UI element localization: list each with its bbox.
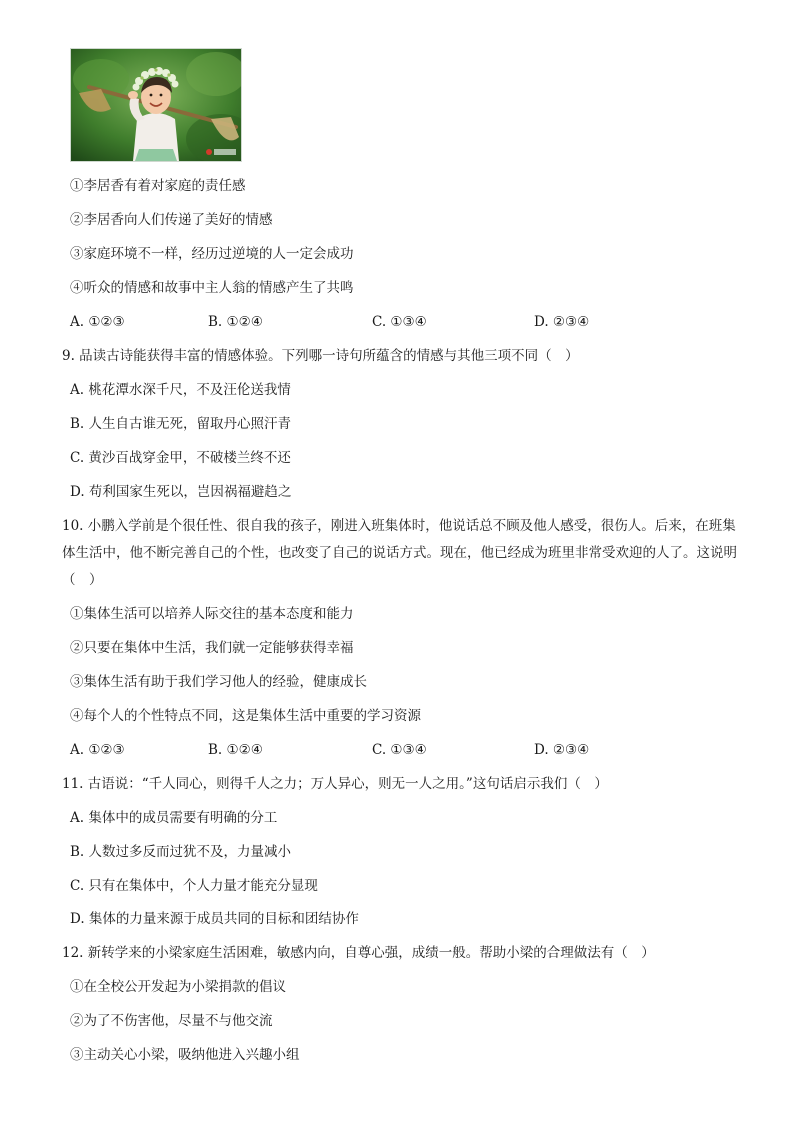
q9-option-d[interactable]: D. 苟利国家生死以，岂因祸福避趋之 bbox=[70, 484, 292, 500]
q10-stem: 10. 小鹏入学前是个很任性、很自我的孩子，刚进入班集体时，他说话总不顾及他人感受，很伤人。后来，在班集体生活中，他不断完善自己的个性，也改变了自己的说话方式。现在，他已经成为班里非常受欢迎的人了。这说明（ ） bbox=[62, 518, 737, 588]
q8-statement-2: ②李居香向人们传递了美好的情感 bbox=[70, 212, 273, 228]
q10-statement-3: ③集体生活有助于我们学习他人的经验，健康成长 bbox=[70, 674, 367, 690]
q9-stem: 9. 品读古诗能获得丰富的情感体验。下列哪一诗句所蕴含的情感与其他三项不同（ ） bbox=[62, 348, 579, 364]
question-photo bbox=[70, 48, 242, 162]
q9-option-b[interactable]: B. 人生自古谁无死，留取丹心照汗青 bbox=[70, 416, 292, 432]
q8-choice-b[interactable]: B. ①②④ bbox=[208, 314, 263, 330]
q8-statement-3: ③家庭环境不一样，经历过逆境的人一定会成功 bbox=[70, 246, 354, 262]
q10-choice-c[interactable]: C. ①③④ bbox=[372, 742, 427, 758]
q8-choice-a[interactable]: A. ①②③ bbox=[70, 314, 125, 330]
q11-option-d[interactable]: D. 集体的力量来源于成员共同的目标和团结协作 bbox=[70, 911, 359, 927]
q10-choices bbox=[70, 742, 630, 762]
q8-choice-c[interactable]: C. ①③④ bbox=[372, 314, 427, 330]
q10-statement-4: ④每个人的个性特点不同，这是集体生活中重要的学习资源 bbox=[70, 708, 421, 724]
q10-statement-2: ②只要在集体中生活，我们就一定能够获得幸福 bbox=[70, 640, 354, 656]
q9-option-c[interactable]: C. 黄沙百战穿金甲，不破楼兰终不还 bbox=[70, 450, 291, 466]
q12-statement-1: ①在全校公开发起为小梁捐款的倡议 bbox=[70, 979, 286, 995]
q8-statement-1: ①李居香有着对家庭的责任感 bbox=[70, 178, 246, 194]
q12-stem: 12. 新转学来的小梁家庭生活困难，敏感内向，自尊心强，成绩一般。帮助小梁的合理做法有（ ） bbox=[62, 945, 655, 961]
q12-statement-3: ③主动关心小梁，吸纳他进入兴趣小组 bbox=[70, 1047, 300, 1063]
q12-statement-2: ②为了不伤害他，尽量不与他交流 bbox=[70, 1013, 273, 1029]
q9-option-a[interactable]: A. 桃花潭水深千尺，不及汪伦送我情 bbox=[70, 382, 291, 398]
q11-option-a[interactable]: A. 集体中的成员需要有明确的分工 bbox=[70, 810, 278, 826]
q10-choice-a[interactable]: A. ①②③ bbox=[70, 742, 125, 758]
q10-statement-1: ①集体生活可以培养人际交往的基本态度和能力 bbox=[70, 606, 354, 622]
q8-choices bbox=[70, 314, 630, 334]
q11-option-b[interactable]: B. 人数过多反而过犹不及，力量减小 bbox=[70, 844, 292, 860]
q8-statement-4: ④听众的情感和故事中主人翁的情感产生了共鸣 bbox=[70, 280, 354, 296]
q10-choice-b[interactable]: B. ①②④ bbox=[208, 742, 263, 758]
q8-choice-d[interactable]: D. ②③④ bbox=[534, 314, 590, 330]
photo-illustration bbox=[71, 49, 241, 161]
q10-choice-d[interactable]: D. ②③④ bbox=[534, 742, 590, 758]
q11-option-c[interactable]: C. 只有在集体中，个人力量才能充分显现 bbox=[70, 878, 318, 894]
q11-stem: 11. 古语说：“千人同心，则得千人之力；万人异心，则无一人之用。”这句话启示我们（ ） bbox=[62, 776, 608, 792]
